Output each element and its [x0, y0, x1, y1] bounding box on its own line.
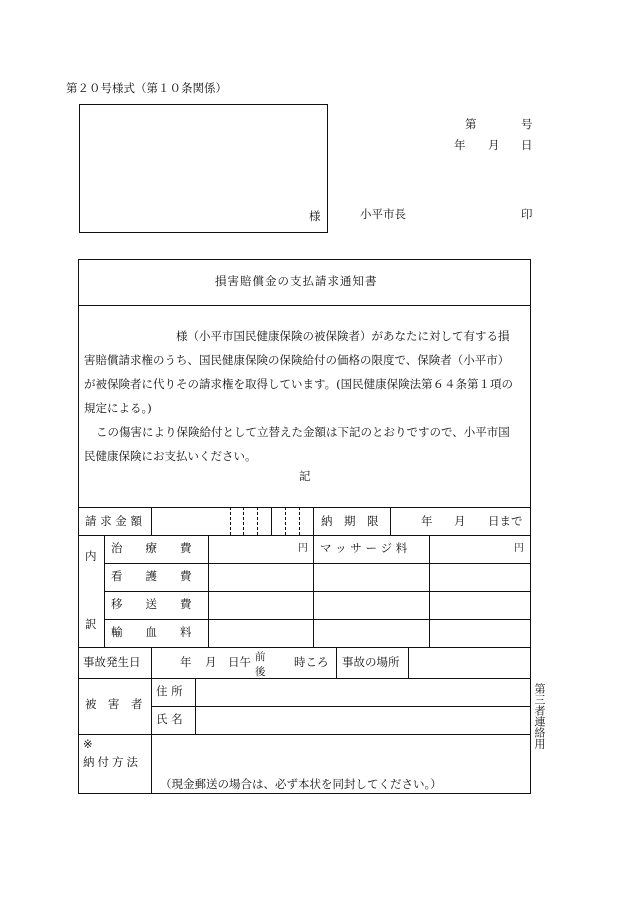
- body-line-6: 民健康保険にお支払いください。: [84, 449, 257, 463]
- item-massage: マ ッ サ ー ジ 料: [320, 541, 408, 555]
- digit-divider-3: [257, 507, 259, 535]
- payment-label: 納付方法: [83, 755, 141, 769]
- breakdown-top: [78, 535, 531, 536]
- body-line-5: この傷害により保険給付として立替えた金額は下記のとおりですので、小平市国: [96, 425, 510, 439]
- seal-mark: 印: [521, 207, 533, 221]
- notice-title: 損害賠償金の支払請求通知書: [215, 274, 378, 288]
- claim-amount-label: 請 求 金 額: [85, 514, 142, 528]
- deadline-day: 日まで: [488, 514, 523, 528]
- accident-month: 月: [205, 655, 217, 669]
- body-line-3: が被保険者に代りその請求権を取得しています。(国民健康保険法第６４条第１項の: [84, 377, 514, 391]
- accident-date-label: 事故発生日: [83, 655, 141, 669]
- breakdown-label-top: 内: [85, 549, 97, 563]
- digit-divider-5: [285, 507, 287, 535]
- victim-name-label: 氏 名: [156, 712, 183, 726]
- claim-divider-3: [390, 507, 391, 535]
- breakdown-label-bottom: 訳: [85, 617, 97, 631]
- breakdown-row-2: [104, 591, 531, 592]
- title-divider: [78, 305, 531, 306]
- breakdown-row-1: [104, 563, 531, 564]
- doc-number-dai: 第: [465, 117, 477, 131]
- digit-divider-2: [243, 507, 245, 535]
- accident-divider-2: [336, 647, 337, 678]
- date-year: 年: [454, 138, 466, 152]
- date-month: 月: [488, 138, 500, 152]
- breakdown-col-3: [429, 535, 430, 647]
- deadline-year: 年: [421, 514, 433, 528]
- breakdown-row-3: [104, 619, 531, 620]
- payment-mark: ※: [83, 737, 93, 751]
- body-line-4: 規定による。): [84, 401, 152, 415]
- accident-time: 時ころ: [294, 655, 329, 669]
- payment-note: （現金郵送の場合は、必ず本状を同封してください。）: [160, 777, 442, 791]
- doc-number-go: 号: [521, 117, 533, 131]
- accident-go: 後: [255, 666, 266, 678]
- accident-place-label: 事故の場所: [342, 655, 400, 669]
- body-line-1: 様（小平市国民健康保険の被保険者）があなたに対して有する損: [176, 329, 510, 343]
- accident-divider-1: [151, 647, 152, 678]
- deadline-month: 月: [454, 514, 466, 528]
- breakdown-col-1: [208, 535, 209, 647]
- breakdown-col-2: [313, 535, 314, 647]
- item-treatment: 治 療 費: [111, 541, 192, 555]
- yen-mark-2: 円: [514, 543, 524, 554]
- issuer-name: 小平市長: [360, 207, 406, 221]
- digit-divider-6: [299, 507, 301, 535]
- addressee-box: [79, 104, 328, 233]
- form-number-label: 第２０号様式（第１０条関係）: [66, 81, 227, 95]
- item-nursing: 看 護 費: [111, 569, 192, 583]
- date-day: 日: [521, 138, 533, 152]
- body-line-2: 害賠償請求権のうち、国民健康保険の保険給付の価格の限度で、保険者（小平市）: [84, 353, 510, 367]
- digit-divider-4: [271, 507, 272, 535]
- claim-divider-1: [151, 507, 152, 535]
- accident-day-pm: 日午: [228, 655, 251, 669]
- victim-mid-line: [151, 706, 531, 707]
- accident-year: 年: [180, 655, 192, 669]
- victim-address-label: 住 所: [156, 684, 183, 698]
- payment-divider: [151, 734, 152, 793]
- accident-zen: 前: [255, 651, 266, 663]
- third-party-side-note: 第三者連絡用: [533, 683, 546, 749]
- item-transport: 移 送 費: [111, 597, 192, 611]
- ki-mark: 記: [299, 469, 311, 483]
- victim-row-top: [78, 678, 531, 679]
- digit-divider-1: [230, 507, 232, 535]
- item-transfusion: 輸 血 料: [111, 625, 192, 639]
- accident-row-top: [78, 647, 531, 648]
- addressee-suffix: 様: [309, 209, 321, 223]
- payment-row-top: [78, 734, 531, 735]
- yen-mark-1: 円: [298, 543, 308, 554]
- claim-row-top: [78, 507, 531, 508]
- accident-divider-3: [408, 647, 409, 678]
- deadline-label: 納 期 限: [321, 514, 379, 528]
- claim-divider-2: [313, 507, 314, 535]
- victim-label: 被 害 者: [85, 697, 143, 711]
